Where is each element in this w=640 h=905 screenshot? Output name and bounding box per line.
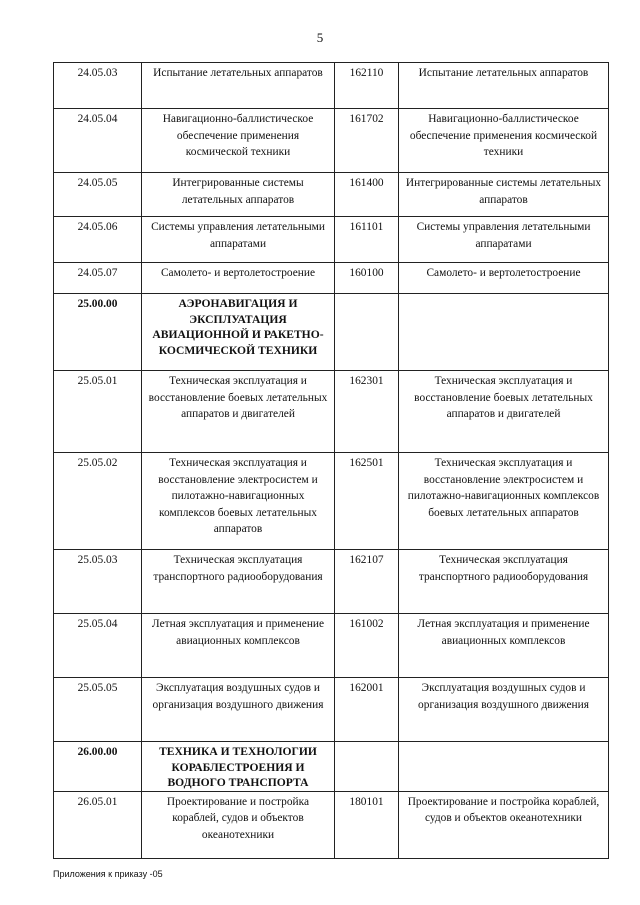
new-code-cell: 25.05.02: [54, 453, 142, 550]
old-code-cell: 161002: [335, 614, 399, 678]
old-code-cell: 161702: [335, 109, 399, 173]
old-code-cell: 180101: [335, 791, 399, 858]
new-code-cell: 25.05.05: [54, 678, 142, 742]
new-name-cell: Интегрированные системы летательных аппаратов: [142, 173, 335, 217]
old-code-cell: 162301: [335, 371, 399, 453]
new-code-cell: 24.05.03: [54, 63, 142, 109]
group-code-cell: 25.00.00: [54, 294, 142, 371]
new-name-cell: Проектирование и постройка кораблей, судов и объектов океанотехники: [142, 791, 335, 858]
new-name-cell: Самолето- и вертолетостроение: [142, 263, 335, 294]
old-name-cell: Интегрированные системы летательных аппаратов: [399, 173, 609, 217]
new-code-cell: 24.05.07: [54, 263, 142, 294]
new-name-cell: Системы управления летательными аппаратами: [142, 217, 335, 263]
old-code-cell: 160100: [335, 263, 399, 294]
new-code-cell: 24.05.05: [54, 173, 142, 217]
table-row: [54, 614, 609, 678]
table-row: [54, 109, 609, 173]
old-code-cell: 162501: [335, 453, 399, 550]
specialties-table: [53, 62, 609, 859]
new-name-cell: Летная эксплуатация и применение авиационных комплексов: [142, 614, 335, 678]
table-body: [54, 63, 609, 859]
new-code-cell: 25.05.04: [54, 614, 142, 678]
old-code-cell: 161101: [335, 217, 399, 263]
old-name-cell: Эксплуатация воздушных судов и организация воздушного движения: [399, 678, 609, 742]
old-code-cell: 162110: [335, 63, 399, 109]
table-row: [54, 371, 609, 453]
page-number: 5: [316, 30, 324, 45]
old-code-cell: 161400: [335, 173, 399, 217]
old-name-cell: Испытание летательных аппаратов: [399, 63, 609, 109]
old-code-cell: [335, 742, 399, 792]
group-title-cell: ТЕХНИКА И ТЕХНОЛОГИИ КОРАБЛЕСТРОЕНИЯ И ВОДНОГО ТРАНСПОРТА: [142, 742, 335, 792]
old-name-cell: Системы управления летательными аппаратами: [399, 217, 609, 263]
new-name-cell: Эксплуатация воздушных судов и организация воздушного движения: [142, 678, 335, 742]
new-code-cell: 24.05.04: [54, 109, 142, 173]
old-name-cell: [399, 742, 609, 792]
table-row: [54, 63, 609, 109]
table-row: [54, 173, 609, 217]
new-name-cell: Испытание летательных аппаратов: [142, 63, 335, 109]
group-row: [54, 294, 609, 371]
new-name-cell: Техническая эксплуатация и восстановление боевых летательных аппаратов и двигателей: [142, 371, 335, 453]
old-code-cell: 162001: [335, 678, 399, 742]
group-code-cell: 26.00.00: [54, 742, 142, 792]
table-row: [54, 678, 609, 742]
old-name-cell: [399, 294, 609, 371]
new-code-cell: 24.05.06: [54, 217, 142, 263]
new-code-cell: 25.05.01: [54, 371, 142, 453]
old-name-cell: Техническая эксплуатация и восстановление электросистем и пилотажно-навигационных комплексов боевых летательных аппаратов: [399, 453, 609, 550]
group-title-cell: АЭРОНАВИГАЦИЯ И ЭКСПЛУАТАЦИЯ АВИАЦИОННОЙ И РАКЕТНО-КОСМИЧЕСКОЙ ТЕХНИКИ: [142, 294, 335, 371]
new-name-cell: Навигационно-баллистическое обеспечение применения космической техники: [142, 109, 335, 173]
old-name-cell: Проектирование и постройка кораблей, судов и объектов океанотехники: [399, 791, 609, 858]
new-code-cell: 25.05.03: [54, 550, 142, 614]
old-code-cell: 162107: [335, 550, 399, 614]
old-name-cell: Навигационно-баллистическое обеспечение применения космической техники: [399, 109, 609, 173]
new-name-cell: Техническая эксплуатация транспортного радиооборудования: [142, 550, 335, 614]
table-row: [54, 550, 609, 614]
table-row: [54, 453, 609, 550]
old-name-cell: Техническая эксплуатация и восстановление боевых летательных аппаратов и двигателей: [399, 371, 609, 453]
new-name-cell: Техническая эксплуатация и восстановление электросистем и пилотажно-навигационных комплексов боевых летательных аппаратов: [142, 453, 335, 550]
table-row: [54, 791, 609, 858]
old-code-cell: [335, 294, 399, 371]
group-row: [54, 742, 609, 792]
old-name-cell: Техническая эксплуатация транспортного радиооборудования: [399, 550, 609, 614]
old-name-cell: Самолето- и вертолетостроение: [399, 263, 609, 294]
table-row: [54, 217, 609, 263]
table-row: [54, 263, 609, 294]
footer-note: Приложения к приказу -05: [53, 869, 163, 879]
new-code-cell: 26.05.01: [54, 791, 142, 858]
old-name-cell: Летная эксплуатация и применение авиационных комплексов: [399, 614, 609, 678]
